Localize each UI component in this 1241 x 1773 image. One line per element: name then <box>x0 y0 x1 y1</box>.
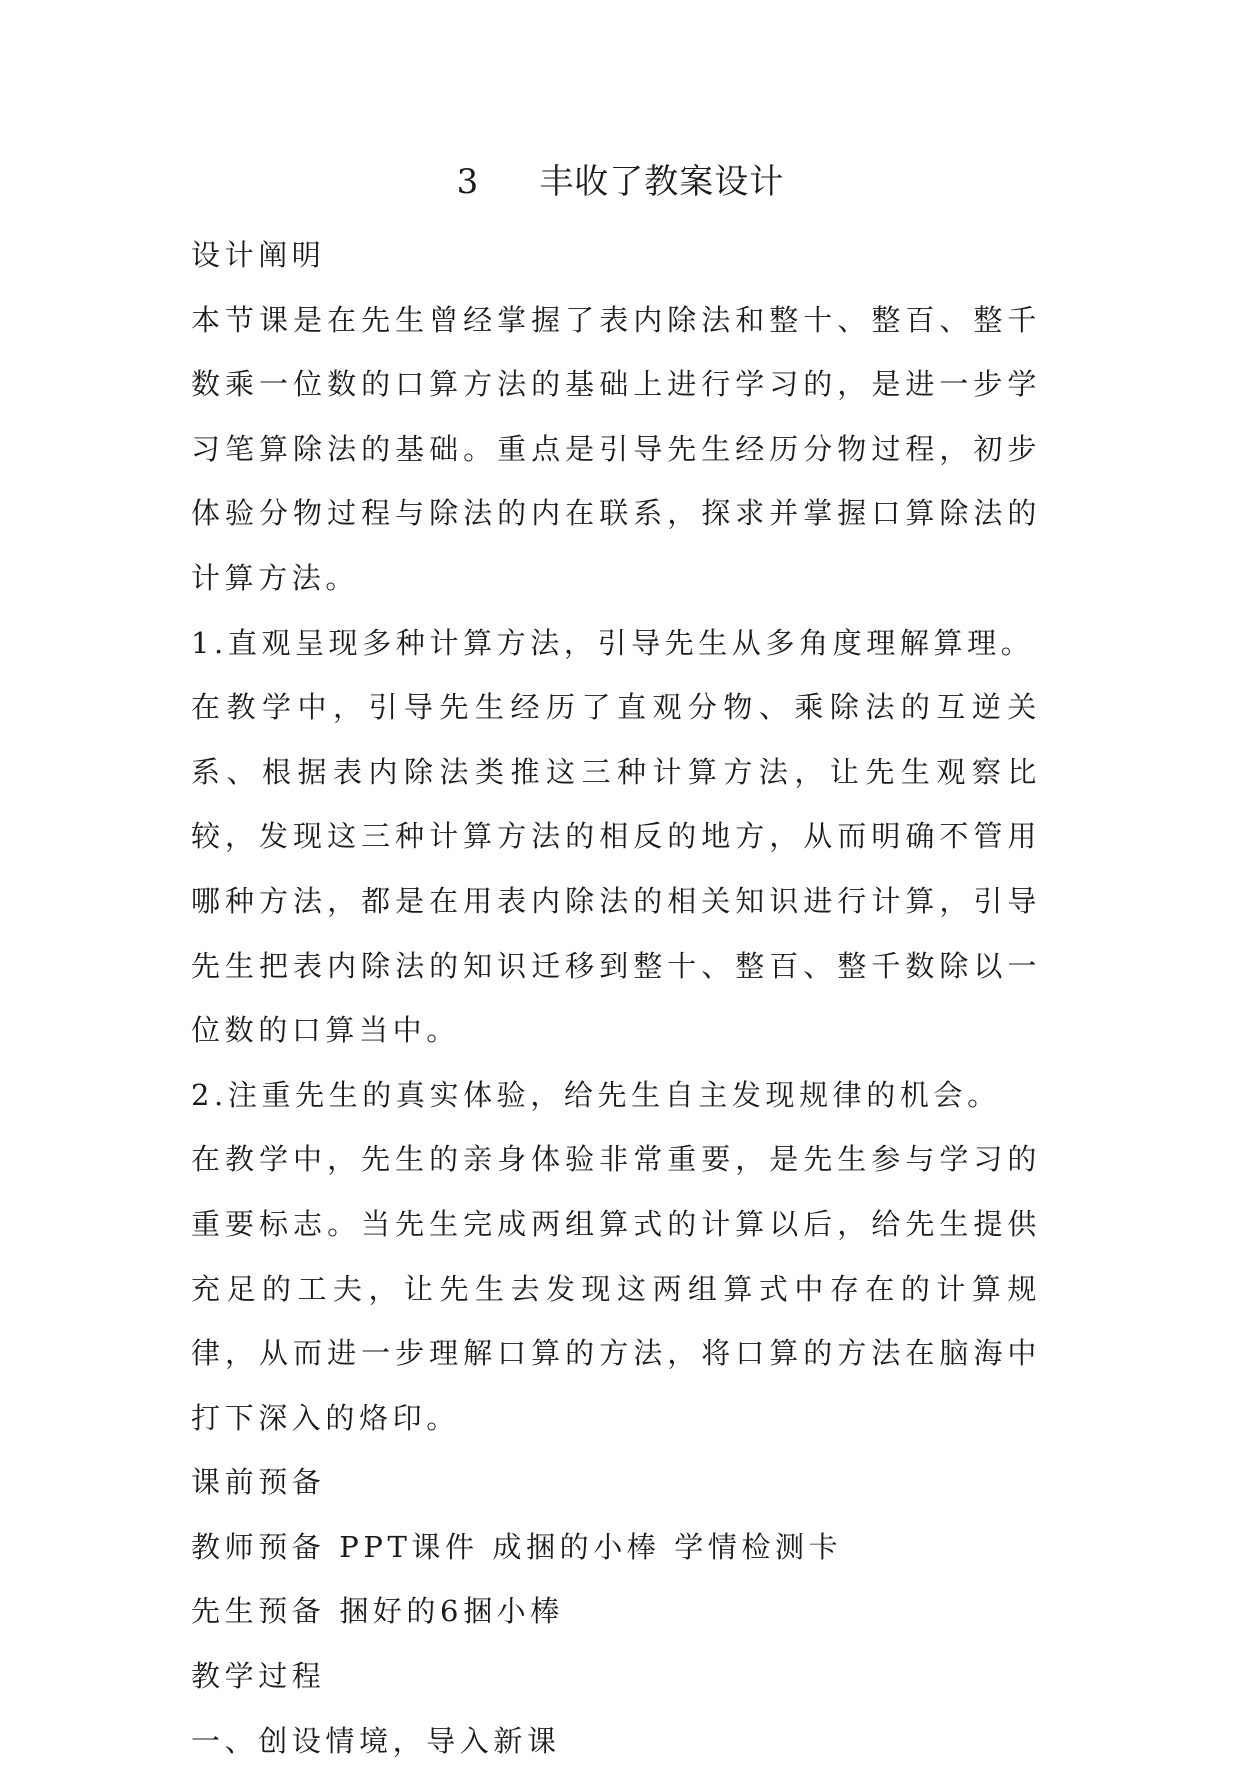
paragraph-item-1-detail: 在教学中，引导先生经历了直观分物、乘除法的互逆关系、根据表内除法类推这三种计算方法，让先生观察比较，发现这三种计算方法的相反的地方，从而明确不管用哪种方法，都是在用表内除法的相关知识进行计算，引导先生把表内除法的知识迁移到整十、整百、整千数除以一位数的口算当中。 <box>191 690 1041 1048</box>
page-title <box>0 158 1241 206</box>
list-item-2: 2.注重先生的真实体验，给先生自主发现规律的机会。 <box>191 1077 1001 1112</box>
title-number: 3 <box>456 162 480 202</box>
subsection-heading-1: 一、创设情境，导入新课 <box>191 1723 561 1758</box>
teacher-preparation: 教师预备 PPT课件 成捆的小棒 学情检测卡 <box>191 1529 843 1564</box>
document-body <box>191 223 1041 1773</box>
list-item-1: 1.直观呈现多种计算方法，引导先生从多角度理解算理。 <box>191 625 1035 660</box>
section-heading-design-notes: 设计阐明 <box>191 238 326 272</box>
section-heading-preparation: 课前预备 <box>191 1465 326 1500</box>
paragraph-intro: 本节课是在先生曾经掌握了表内除法和整十、整百、整千数乘一位数的口算方法的基础上进行学习的，是进一步学习笔算除法的基础。重点是引导先生经历分物过程，初步体验分物过程与除法的内在联系，探求并掌握口算除法的计算方法。 <box>191 302 1041 595</box>
paragraph-item-2-detail: 在教学中，先生的亲身体验非常重要，是先生参与学习的重要标志。当先生完成两组算式的计算以后，给先生提供充足的工夫，让先生去发现这两组算式中存在的计算规律，从而进一步理解口算的方法，将口算的方法在脑海中打下深入的烙印。 <box>191 1142 1041 1435</box>
section-heading-process: 教学过程 <box>191 1659 326 1694</box>
title-text: 丰收了教案设计 <box>539 162 785 202</box>
student-preparation: 先生预备 捆好的6捆小棒 <box>191 1594 564 1629</box>
